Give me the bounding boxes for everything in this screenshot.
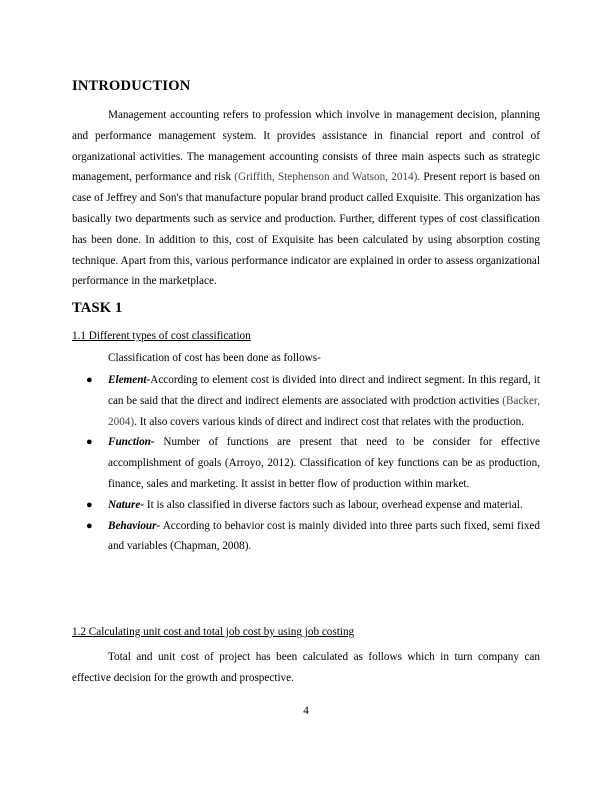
bullet-text: According to behavior cost is mainly divided into three parts such fixed, semi fixed and variables (Chapman, 2008).	[108, 519, 540, 553]
bullet-text-rest: . It also covers various kinds of direct and indirect cost that relates with the production.	[134, 415, 525, 428]
introduction-paragraph	[72, 105, 540, 292]
bullet-term: Function-	[108, 436, 155, 449]
bullet-icon: ●	[86, 436, 93, 449]
list-item	[72, 432, 540, 494]
task-1-heading: TASK 1	[72, 300, 123, 316]
introduction-heading: INTRODUCTION	[72, 78, 191, 94]
bullet-icon: ●	[86, 374, 93, 386]
list-item	[72, 495, 540, 516]
section-1-2-title: 1.2 Calculating unit cost and total job cost by using job costing	[72, 626, 355, 638]
section-1-1-lead: Classification of cost has been done as follows-	[108, 352, 321, 364]
section-1-1-title: 1.1 Different types of cost classification	[72, 330, 251, 342]
cost-classification-list	[72, 370, 540, 557]
bullet-text: According to element cost is divided into direct and indirect segment. In this regard, it can be said that the direct and indirect elements are associated with prodction activities	[108, 374, 540, 407]
page-number: 4	[303, 705, 309, 717]
bullet-term: Behaviour-	[108, 519, 161, 532]
bullet-text: Number of functions are present that need to be consider for effective accomplishment of goals (Arroyo, 2012). Classification of key functions can be as production, finance, sales and marketing. It assist in better flow of production within market.	[108, 436, 540, 490]
bullet-term: Nature-	[108, 498, 145, 511]
bullet-icon: ●	[86, 498, 93, 511]
bullet-text: It is also classified in diverse factors such as labour, overhead expense and material.	[144, 498, 523, 511]
intro-citation: (Griffith, Stephenson and Watson, 2014)	[234, 171, 418, 184]
bullet-citation: (Backer, 2004)	[108, 394, 540, 428]
list-item	[72, 516, 540, 558]
bullet-term: Element-	[108, 374, 151, 386]
bullet-icon: ●	[86, 519, 93, 532]
list-item	[72, 370, 540, 432]
intro-text-1: Management accounting refers to profession which involve in management decision, planning and performance management system. It provides assistance in financial report and control of organizational activities. The management accounting consists of three main aspects such as strategic management, performance and risk	[72, 109, 540, 184]
section-1-2-paragraph: Total and unit cost of project has been calculated as follows which in turn company can effective decision for the growth and prospective.	[72, 651, 540, 684]
intro-text-2: . Present report is based on case of Jeffrey and Son's that manufacture popular brand product called Exquisite. This organization has basically two departments such as service and production. Further, different types of cost classification has been done. In addition to this, cost of Exquisite has been calculated by using absorption costing technique. Apart from this, various performance indicator are explained in order to assess organizational performance in the marketplace.	[72, 171, 540, 288]
